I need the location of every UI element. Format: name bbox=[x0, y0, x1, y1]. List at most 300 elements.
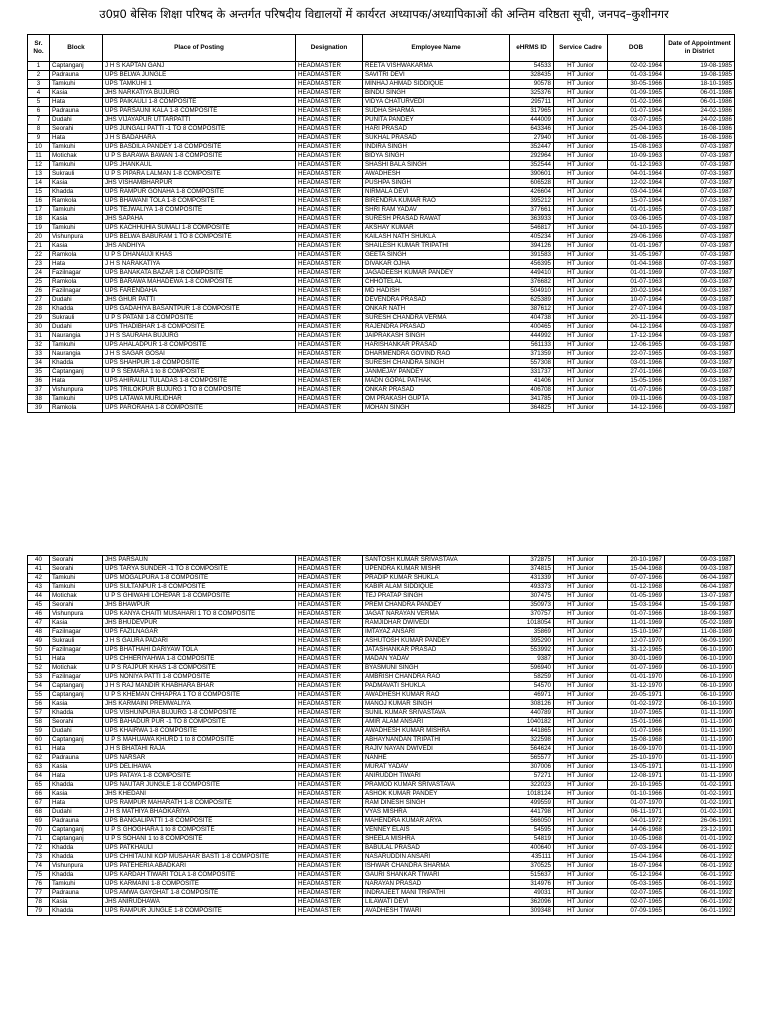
cell-date-of-appointment: 09-03-1987 bbox=[665, 565, 735, 574]
cell-place-of-posting: UPS TARYA SUNDER -1 TO 8 COMPOSITE bbox=[103, 565, 296, 574]
cell-block: Padrauna bbox=[50, 71, 103, 80]
cell-block: Dudahi bbox=[50, 296, 103, 305]
cell-service-cadre: HT Junior bbox=[554, 808, 608, 817]
cell-sr-no: 56 bbox=[28, 700, 50, 709]
cell-designation: HEADMASTER bbox=[296, 125, 363, 134]
cell-date-of-appointment: 09-03-1987 bbox=[665, 556, 735, 565]
cell-place-of-posting: UPS FARENDAHA bbox=[103, 287, 296, 296]
cell-ehrms-id: 390601 bbox=[510, 170, 554, 179]
cell-employee-name: AWADHESH KUMAR RAO bbox=[363, 691, 510, 700]
cell-block: Captanganj bbox=[50, 835, 103, 844]
cell-sr-no: 8 bbox=[28, 125, 50, 134]
cell-service-cadre: HT Junior bbox=[554, 889, 608, 898]
cell-ehrms-id: 41406 bbox=[510, 377, 554, 386]
cell-ehrms-id: 440789 bbox=[510, 709, 554, 718]
cell-sr-no: 72 bbox=[28, 844, 50, 853]
table-row bbox=[28, 556, 735, 565]
cell-sr-no: 77 bbox=[28, 889, 50, 898]
cell-service-cadre: HT Junior bbox=[554, 332, 608, 341]
cell-sr-no: 19 bbox=[28, 224, 50, 233]
cell-block: Vishunpura bbox=[50, 862, 103, 871]
cell-block: Khadda bbox=[50, 305, 103, 314]
cell-dob: 06-11-1971 bbox=[608, 808, 665, 817]
cell-dob: 01-09-1965 bbox=[608, 89, 665, 98]
cell-place-of-posting: UPS BARAWA MAHADEWA 1-8 COMPOSITE bbox=[103, 278, 296, 287]
cell-ehrms-id: 35869 bbox=[510, 628, 554, 637]
table-row bbox=[28, 826, 735, 835]
cell-designation: HEADMASTER bbox=[296, 700, 363, 709]
cell-employee-name: SUDHA SHARMA bbox=[363, 107, 510, 116]
cell-ehrms-id: 331737 bbox=[510, 368, 554, 377]
cell-service-cadre: HT Junior bbox=[554, 98, 608, 107]
cell-service-cadre: HT Junior bbox=[554, 62, 608, 71]
cell-sr-no: 74 bbox=[28, 862, 50, 871]
cell-sr-no: 75 bbox=[28, 871, 50, 880]
col-header-ehrms-id: eHRMS ID bbox=[510, 35, 554, 62]
cell-dob: 10-07-1964 bbox=[608, 296, 665, 305]
cell-designation: HEADMASTER bbox=[296, 242, 363, 251]
cell-place-of-posting: J H S SAGAR GOSAI bbox=[103, 350, 296, 359]
cell-designation: HEADMASTER bbox=[296, 628, 363, 637]
cell-date-of-appointment: 07-03-1987 bbox=[665, 224, 735, 233]
cell-date-of-appointment: 09-03-1987 bbox=[665, 395, 735, 404]
cell-designation: HEADMASTER bbox=[296, 898, 363, 907]
cell-place-of-posting: UPS RAMPUR GONAHA 1-8 COMPOSITE bbox=[103, 188, 296, 197]
cell-employee-name: ANIRUDDH TIWARI bbox=[363, 772, 510, 781]
cell-place-of-posting: UPS DELIHAWA bbox=[103, 763, 296, 772]
cell-date-of-appointment: 09-03-1987 bbox=[665, 332, 735, 341]
cell-service-cadre: HT Junior bbox=[554, 161, 608, 170]
cell-sr-no: 2 bbox=[28, 71, 50, 80]
cell-designation: HEADMASTER bbox=[296, 161, 363, 170]
cell-dob: 01-07-1966 bbox=[608, 727, 665, 736]
cell-employee-name: DHARMENDRA GOVIND RAO bbox=[363, 350, 510, 359]
cell-date-of-appointment: 05-02-1989 bbox=[665, 619, 735, 628]
cell-ehrms-id: 352447 bbox=[510, 143, 554, 152]
table-row bbox=[28, 907, 735, 916]
cell-employee-name: BYASMUNI SINGH bbox=[363, 664, 510, 673]
table-row bbox=[28, 260, 735, 269]
cell-block: Ramkola bbox=[50, 278, 103, 287]
table-row bbox=[28, 646, 735, 655]
cell-dob: 01-01-1970 bbox=[608, 673, 665, 682]
cell-date-of-appointment: 06-01-1992 bbox=[665, 844, 735, 853]
cell-date-of-appointment: 06-10-1990 bbox=[665, 646, 735, 655]
cell-ehrms-id: 9387 bbox=[510, 655, 554, 664]
cell-employee-name: MURAT YADAV bbox=[363, 763, 510, 772]
cell-ehrms-id: 90578 bbox=[510, 80, 554, 89]
cell-designation: HEADMASTER bbox=[296, 386, 363, 395]
cell-ehrms-id: 374815 bbox=[510, 565, 554, 574]
cell-sr-no: 23 bbox=[28, 260, 50, 269]
cell-employee-name: JAIPRAKASH SINGH bbox=[363, 332, 510, 341]
cell-employee-name: MANOJ KUMAR SINGH bbox=[363, 700, 510, 709]
cell-block: Motichak bbox=[50, 664, 103, 673]
cell-date-of-appointment: 07-03-1987 bbox=[665, 179, 735, 188]
cell-dob: 01-04-1968 bbox=[608, 260, 665, 269]
cell-place-of-posting: J H S SAURAHA BUJURG bbox=[103, 332, 296, 341]
cell-block: Sukrauli bbox=[50, 314, 103, 323]
cell-designation: HEADMASTER bbox=[296, 215, 363, 224]
table-row bbox=[28, 898, 735, 907]
cell-ehrms-id: 404738 bbox=[510, 314, 554, 323]
table-row bbox=[28, 377, 735, 386]
cell-designation: HEADMASTER bbox=[296, 889, 363, 898]
cell-sr-no: 32 bbox=[28, 341, 50, 350]
cell-service-cadre: HT Junior bbox=[554, 646, 608, 655]
table-row bbox=[28, 718, 735, 727]
table-row bbox=[28, 170, 735, 179]
cell-place-of-posting: JHS BHUDEVPUR bbox=[103, 619, 296, 628]
cell-sr-no: 67 bbox=[28, 799, 50, 808]
table-row bbox=[28, 62, 735, 71]
cell-date-of-appointment: 06-01-1992 bbox=[665, 889, 735, 898]
cell-designation: HEADMASTER bbox=[296, 691, 363, 700]
cell-designation: HEADMASTER bbox=[296, 359, 363, 368]
cell-designation: HEADMASTER bbox=[296, 341, 363, 350]
seniority-table-part-2 bbox=[27, 555, 735, 916]
cell-employee-name: MAHENDRA KUMAR ARYA bbox=[363, 817, 510, 826]
cell-dob: 10-09-1963 bbox=[608, 152, 665, 161]
cell-place-of-posting: JHS KARMAINI PREMWALIYA bbox=[103, 700, 296, 709]
cell-ehrms-id: 596940 bbox=[510, 664, 554, 673]
cell-employee-name: ISHWAR CHANDRA SHARMA bbox=[363, 862, 510, 871]
cell-place-of-posting: UPS BHATHAHI DARIYAW TOLA bbox=[103, 646, 296, 655]
cell-place-of-posting: UPS PAIKAULI 1-8 COMPOSITE bbox=[103, 98, 296, 107]
cell-date-of-appointment: 19-08-1985 bbox=[665, 71, 735, 80]
cell-date-of-appointment: 11-08-1989 bbox=[665, 628, 735, 637]
cell-service-cadre: HT Junior bbox=[554, 89, 608, 98]
cell-designation: HEADMASTER bbox=[296, 188, 363, 197]
cell-place-of-posting: U P S BARAWA BAWAN 1-8 COMPOSITE bbox=[103, 152, 296, 161]
cell-dob: 20-02-1964 bbox=[608, 287, 665, 296]
cell-service-cadre: HT Junior bbox=[554, 287, 608, 296]
cell-dob: 01-07-1963 bbox=[608, 278, 665, 287]
cell-ehrms-id: 314976 bbox=[510, 880, 554, 889]
cell-block: Seorahi bbox=[50, 565, 103, 574]
cell-designation: HEADMASTER bbox=[296, 404, 363, 413]
cell-dob: 01-07-1966 bbox=[608, 386, 665, 395]
col-header-employee-name: Employee Name bbox=[363, 35, 510, 62]
cell-employee-name: SHASHI BALA SINGH bbox=[363, 161, 510, 170]
cell-employee-name: PUNITA PANDEY bbox=[363, 116, 510, 125]
cell-block: Khadda bbox=[50, 853, 103, 862]
cell-date-of-appointment: 18-10-1985 bbox=[665, 80, 735, 89]
cell-dob: 15-04-1968 bbox=[608, 565, 665, 574]
cell-dob: 03-06-1965 bbox=[608, 215, 665, 224]
cell-service-cadre: HT Junior bbox=[554, 233, 608, 242]
cell-service-cadre: HT Junior bbox=[554, 215, 608, 224]
cell-place-of-posting: UPS BELWA JUNGLE bbox=[103, 71, 296, 80]
cell-designation: HEADMASTER bbox=[296, 62, 363, 71]
cell-date-of-appointment: 06-01-1992 bbox=[665, 862, 735, 871]
cell-designation: HEADMASTER bbox=[296, 556, 363, 565]
cell-dob: 01-12-1963 bbox=[608, 161, 665, 170]
cell-designation: HEADMASTER bbox=[296, 305, 363, 314]
cell-ehrms-id: 444992 bbox=[510, 332, 554, 341]
cell-service-cadre: HT Junior bbox=[554, 305, 608, 314]
cell-place-of-posting: UPS THADIBHAR 1-8 COMPOSITE bbox=[103, 323, 296, 332]
cell-service-cadre: HT Junior bbox=[554, 619, 608, 628]
cell-block: Sukrauli bbox=[50, 170, 103, 179]
cell-ehrms-id: 504910 bbox=[510, 287, 554, 296]
table-row bbox=[28, 889, 735, 898]
table-row bbox=[28, 152, 735, 161]
cell-employee-name: SURESH CHANDRA VERMA bbox=[363, 314, 510, 323]
cell-sr-no: 34 bbox=[28, 359, 50, 368]
cell-service-cadre: HT Junior bbox=[554, 350, 608, 359]
cell-service-cadre: HT Junior bbox=[554, 565, 608, 574]
cell-ehrms-id: 377661 bbox=[510, 206, 554, 215]
cell-ehrms-id: 553992 bbox=[510, 646, 554, 655]
cell-ehrms-id: 400465 bbox=[510, 323, 554, 332]
cell-date-of-appointment: 16-08-1986 bbox=[665, 125, 735, 134]
cell-designation: HEADMASTER bbox=[296, 673, 363, 682]
cell-service-cadre: HT Junior bbox=[554, 125, 608, 134]
cell-designation: HEADMASTER bbox=[296, 799, 363, 808]
cell-ehrms-id: 606528 bbox=[510, 179, 554, 188]
cell-sr-no: 12 bbox=[28, 161, 50, 170]
cell-designation: HEADMASTER bbox=[296, 907, 363, 916]
cell-dob: 31-12-1965 bbox=[608, 646, 665, 655]
cell-service-cadre: HT Junior bbox=[554, 152, 608, 161]
table-row bbox=[28, 368, 735, 377]
cell-employee-name: PADMAVATI SHUKLA bbox=[363, 682, 510, 691]
table-row bbox=[28, 691, 735, 700]
cell-ehrms-id: 376682 bbox=[510, 278, 554, 287]
table-row bbox=[28, 601, 735, 610]
cell-ehrms-id: 395290 bbox=[510, 637, 554, 646]
cell-block: Fazilnagar bbox=[50, 646, 103, 655]
cell-date-of-appointment: 01-11-1990 bbox=[665, 754, 735, 763]
cell-employee-name: MOHAN SINGH bbox=[363, 404, 510, 413]
cell-designation: HEADMASTER bbox=[296, 89, 363, 98]
table-row bbox=[28, 880, 735, 889]
cell-sr-no: 4 bbox=[28, 89, 50, 98]
cell-sr-no: 76 bbox=[28, 880, 50, 889]
cell-date-of-appointment: 06-04-1987 bbox=[665, 583, 735, 592]
cell-service-cadre: HT Junior bbox=[554, 754, 608, 763]
cell-ehrms-id: 391583 bbox=[510, 251, 554, 260]
cell-employee-name: AWADHESH bbox=[363, 170, 510, 179]
cell-place-of-posting: JHS SAPAHA bbox=[103, 215, 296, 224]
cell-designation: HEADMASTER bbox=[296, 98, 363, 107]
cell-designation: HEADMASTER bbox=[296, 592, 363, 601]
cell-date-of-appointment: 07-03-1987 bbox=[665, 242, 735, 251]
cell-date-of-appointment: 06-01-1986 bbox=[665, 98, 735, 107]
cell-sr-no: 49 bbox=[28, 637, 50, 646]
seniority-table-part-1 bbox=[27, 34, 735, 413]
cell-sr-no: 41 bbox=[28, 565, 50, 574]
cell-ehrms-id: 309348 bbox=[510, 907, 554, 916]
cell-block: Vishunpura bbox=[50, 386, 103, 395]
cell-block: Ramkola bbox=[50, 251, 103, 260]
cell-sr-no: 51 bbox=[28, 655, 50, 664]
cell-dob: 01-07-1964 bbox=[608, 107, 665, 116]
table-row bbox=[28, 637, 735, 646]
cell-dob: 17-12-1964 bbox=[608, 332, 665, 341]
cell-designation: HEADMASTER bbox=[296, 314, 363, 323]
cell-date-of-appointment: 06-10-1990 bbox=[665, 682, 735, 691]
cell-designation: HEADMASTER bbox=[296, 170, 363, 179]
cell-employee-name: SHRI RAM YADAV bbox=[363, 206, 510, 215]
table-row bbox=[28, 116, 735, 125]
table-row bbox=[28, 754, 735, 763]
table-row bbox=[28, 134, 735, 143]
cell-service-cadre: HT Junior bbox=[554, 278, 608, 287]
cell-ehrms-id: 325376 bbox=[510, 89, 554, 98]
cell-block: Dudahi bbox=[50, 808, 103, 817]
cell-service-cadre: HT Junior bbox=[554, 745, 608, 754]
cell-sr-no: 37 bbox=[28, 386, 50, 395]
cell-service-cadre: HT Junior bbox=[554, 628, 608, 637]
table-row bbox=[28, 592, 735, 601]
cell-block: Naurangia bbox=[50, 350, 103, 359]
cell-sr-no: 25 bbox=[28, 278, 50, 287]
cell-ehrms-id: 449410 bbox=[510, 269, 554, 278]
cell-employee-name: VENNEY ELAIS bbox=[363, 826, 510, 835]
cell-block: Khadda bbox=[50, 844, 103, 853]
cell-employee-name: MADN GOPAL PATHAK bbox=[363, 377, 510, 386]
cell-block: Dudahi bbox=[50, 323, 103, 332]
cell-designation: HEADMASTER bbox=[296, 206, 363, 215]
cell-sr-no: 28 bbox=[28, 305, 50, 314]
cell-designation: HEADMASTER bbox=[296, 601, 363, 610]
table-row bbox=[28, 817, 735, 826]
cell-block: Tamkuhi bbox=[50, 143, 103, 152]
cell-date-of-appointment: 09-03-1987 bbox=[665, 305, 735, 314]
cell-service-cadre: HT Junior bbox=[554, 898, 608, 907]
cell-block: Hata bbox=[50, 655, 103, 664]
cell-sr-no: 48 bbox=[28, 628, 50, 637]
cell-date-of-appointment: 09-03-1987 bbox=[665, 314, 735, 323]
cell-dob: 03-01-1966 bbox=[608, 359, 665, 368]
cell-dob: 12-08-1971 bbox=[608, 772, 665, 781]
table-row bbox=[28, 763, 735, 772]
cell-service-cadre: HT Junior bbox=[554, 323, 608, 332]
cell-block: Fazilnagar bbox=[50, 287, 103, 296]
cell-dob: 14-12-1966 bbox=[608, 404, 665, 413]
cell-dob: 05-03-1965 bbox=[608, 880, 665, 889]
cell-designation: HEADMASTER bbox=[296, 826, 363, 835]
cell-employee-name: SUKHAL PRASAD bbox=[363, 134, 510, 143]
cell-date-of-appointment: 07-03-1987 bbox=[665, 269, 735, 278]
cell-place-of-posting: J H S GAURA PADARI bbox=[103, 637, 296, 646]
cell-service-cadre: HT Junior bbox=[554, 341, 608, 350]
cell-date-of-appointment: 06-10-1990 bbox=[665, 664, 735, 673]
cell-service-cadre: HT Junior bbox=[554, 368, 608, 377]
cell-block: Hata bbox=[50, 377, 103, 386]
cell-place-of-posting: U P S GHIWAHI LOHEPAR 1-8 COMPOSITE bbox=[103, 592, 296, 601]
cell-designation: HEADMASTER bbox=[296, 269, 363, 278]
cell-block: Hata bbox=[50, 134, 103, 143]
cell-dob: 01-02-1966 bbox=[608, 98, 665, 107]
cell-dob: 22-07-1965 bbox=[608, 350, 665, 359]
cell-employee-name: KAILASH NATH SHUKLA bbox=[363, 233, 510, 242]
cell-dob: 25-04-1963 bbox=[608, 125, 665, 134]
cell-block: Hata bbox=[50, 98, 103, 107]
cell-designation: HEADMASTER bbox=[296, 143, 363, 152]
cell-dob: 01-07-1969 bbox=[608, 664, 665, 673]
cell-dob: 16-07-1964 bbox=[608, 862, 665, 871]
cell-sr-no: 15 bbox=[28, 188, 50, 197]
cell-block: Tamkuhi bbox=[50, 395, 103, 404]
cell-block: Kasia bbox=[50, 215, 103, 224]
cell-ehrms-id: 405234 bbox=[510, 233, 554, 242]
cell-place-of-posting: U P S RAJPUR KHAS 1-8 COMPOSITE bbox=[103, 664, 296, 673]
cell-service-cadre: HT Junior bbox=[554, 404, 608, 413]
cell-service-cadre: HT Junior bbox=[554, 260, 608, 269]
cell-designation: HEADMASTER bbox=[296, 80, 363, 89]
cell-block: Seorahi bbox=[50, 556, 103, 565]
cell-service-cadre: HT Junior bbox=[554, 709, 608, 718]
cell-designation: HEADMASTER bbox=[296, 350, 363, 359]
cell-sr-no: 11 bbox=[28, 152, 50, 161]
table-row bbox=[28, 197, 735, 206]
table-row bbox=[28, 179, 735, 188]
cell-employee-name: LILAWATI DEVI bbox=[363, 898, 510, 907]
cell-date-of-appointment: 09-03-1987 bbox=[665, 350, 735, 359]
cell-block: Dudahi bbox=[50, 116, 103, 125]
cell-employee-name: INDRAJEET MANI TRIPATHI bbox=[363, 889, 510, 898]
cell-employee-name: VIDYA CHATURVEDI bbox=[363, 98, 510, 107]
cell-employee-name: INDIRA SINGH bbox=[363, 143, 510, 152]
cell-place-of-posting: UPS BAHADUR PUR -1 TO 8 COMPOSITE bbox=[103, 718, 296, 727]
cell-ehrms-id: 322023 bbox=[510, 781, 554, 790]
table-row bbox=[28, 143, 735, 152]
cell-block: Captanganj bbox=[50, 368, 103, 377]
cell-employee-name: IMTAYAZ ANSARI bbox=[363, 628, 510, 637]
cell-dob: 07-09-1965 bbox=[608, 907, 665, 916]
cell-ehrms-id: 395212 bbox=[510, 197, 554, 206]
cell-designation: HEADMASTER bbox=[296, 368, 363, 377]
cell-place-of-posting: UPS JUNGALI PATTI -1 TO 8 COMPOSITE bbox=[103, 125, 296, 134]
cell-dob: 01-05-1969 bbox=[608, 592, 665, 601]
cell-sr-no: 57 bbox=[28, 709, 50, 718]
cell-service-cadre: HT Junior bbox=[554, 637, 608, 646]
table-row bbox=[28, 673, 735, 682]
cell-employee-name: RAM DINESH SINGH bbox=[363, 799, 510, 808]
cell-place-of-posting: UPS TEJWALIYA 1-8 COMPOSITE bbox=[103, 206, 296, 215]
cell-employee-name: PRAMOD KUMAR SRIVASTAVA bbox=[363, 781, 510, 790]
cell-date-of-appointment: 07-03-1987 bbox=[665, 197, 735, 206]
cell-place-of-posting: J H S NARAKATIYA bbox=[103, 260, 296, 269]
cell-designation: HEADMASTER bbox=[296, 736, 363, 745]
cell-service-cadre: HT Junior bbox=[554, 835, 608, 844]
cell-place-of-posting: JHS BHAWPUR bbox=[103, 601, 296, 610]
cell-employee-name: DIVAKAR OJHA bbox=[363, 260, 510, 269]
cell-employee-name: RAJIV NAYAN DWIVEDI bbox=[363, 745, 510, 754]
cell-ehrms-id: 1018124 bbox=[510, 790, 554, 799]
cell-dob: 15-08-1968 bbox=[608, 736, 665, 745]
cell-designation: HEADMASTER bbox=[296, 332, 363, 341]
cell-date-of-appointment: 06-01-1992 bbox=[665, 898, 735, 907]
cell-sr-no: 58 bbox=[28, 718, 50, 727]
cell-dob: 11-01-1969 bbox=[608, 619, 665, 628]
table-row bbox=[28, 745, 735, 754]
table-row bbox=[28, 188, 735, 197]
cell-employee-name: AVADHESH TIWARI bbox=[363, 907, 510, 916]
cell-service-cadre: HT Junior bbox=[554, 359, 608, 368]
cell-date-of-appointment: 16-08-1986 bbox=[665, 134, 735, 143]
cell-designation: HEADMASTER bbox=[296, 727, 363, 736]
cell-block: Seorahi bbox=[50, 718, 103, 727]
cell-ehrms-id: 350973 bbox=[510, 601, 554, 610]
cell-block: Sukrauli bbox=[50, 637, 103, 646]
cell-dob: 01-01-1967 bbox=[608, 242, 665, 251]
cell-service-cadre: HT Junior bbox=[554, 700, 608, 709]
cell-date-of-appointment: 09-03-1987 bbox=[665, 368, 735, 377]
